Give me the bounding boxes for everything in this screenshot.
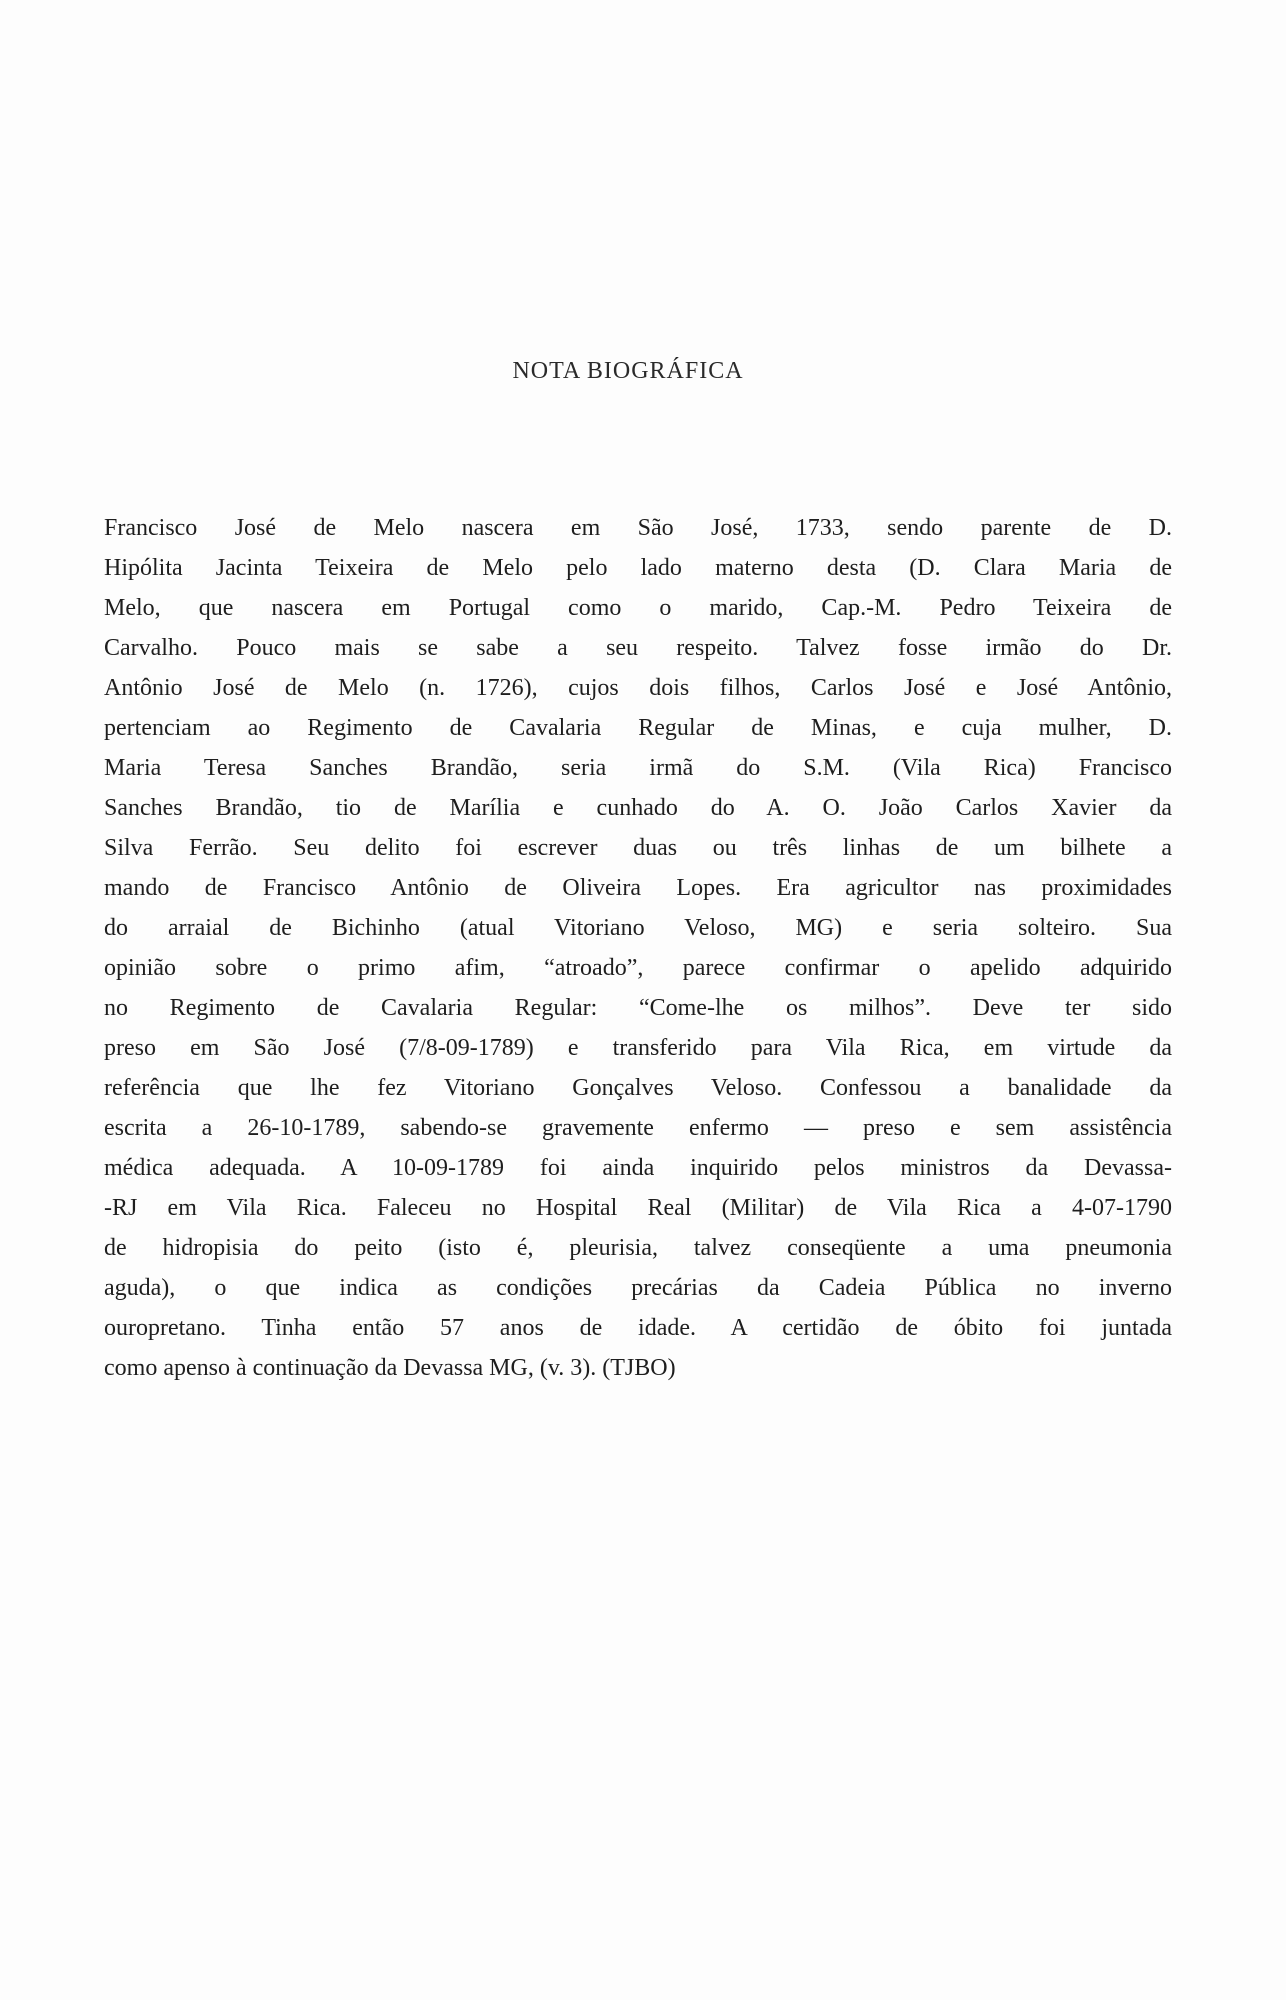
- paragraph-line: como apenso à continuação da Devassa MG, (v. 3). (TJBO): [104, 1355, 676, 1381]
- paragraph-line: escrita a 26-10-1789, sabendo-se gravemente enfermo — preso e sem assistência: [104, 1115, 1172, 1141]
- paragraph-line: Silva Ferrão. Seu delito foi escrever duas ou três linhas de um bilhete a: [104, 835, 1172, 861]
- paragraph-line: ouropretano. Tinha então 57 anos de idade. A certidão de óbito foi juntada: [104, 1315, 1172, 1341]
- paragraph-line: do arraial de Bichinho (atual Vitoriano Veloso, MG) e seria solteiro. Sua: [104, 915, 1172, 941]
- paragraph-line: mando de Francisco Antônio de Oliveira Lopes. Era agricultor nas proximidades: [104, 875, 1172, 901]
- paragraph-line: referência que lhe fez Vitoriano Gonçalves Veloso. Confessou a banalidade da: [104, 1075, 1172, 1101]
- paragraph-line: Maria Teresa Sanches Brandão, seria irmã do S.M. (Vila Rica) Francisco: [104, 755, 1172, 781]
- paragraph-line: médica adequada. A 10-09-1789 foi ainda inquirido pelos ministros da Devassa-: [104, 1155, 1172, 1181]
- paragraph-line: pertenciam ao Regimento de Cavalaria Regular de Minas, e cuja mulher, D.: [104, 715, 1172, 741]
- paragraph-line: Francisco José de Melo nascera em São José, 1733, sendo parente de D.: [104, 515, 1172, 541]
- paragraph-line: Hipólita Jacinta Teixeira de Melo pelo lado materno desta (D. Clara Maria de: [104, 555, 1172, 581]
- paragraph-line: Sanches Brandão, tio de Marília e cunhado do A. O. João Carlos Xavier da: [104, 795, 1172, 821]
- paragraph-line: opinião sobre o primo afim, “atroado”, parece confirmar o apelido adquirido: [104, 955, 1172, 981]
- page-title: NOTA BIOGRÁFICA: [512, 358, 744, 384]
- paragraph-line: no Regimento de Cavalaria Regular: “Come-lhe os milhos”. Deve ter sido: [104, 995, 1172, 1021]
- paragraph-line: Carvalho. Pouco mais se sabe a seu respeito. Talvez fosse irmão do Dr.: [104, 635, 1172, 661]
- paragraph-line: de hidropisia do peito (isto é, pleurisia, talvez conseqüente a uma pneumonia: [104, 1235, 1172, 1261]
- paragraph-line: Melo, que nascera em Portugal como o marido, Cap.-M. Pedro Teixeira de: [104, 595, 1172, 621]
- paragraph-line: aguda), o que indica as condições precárias da Cadeia Pública no inverno: [104, 1275, 1172, 1301]
- paragraph-line: -RJ em Vila Rica. Faleceu no Hospital Real (Militar) de Vila Rica a 4-07-1790: [104, 1195, 1172, 1221]
- paragraph-line: preso em São José (7/8-09-1789) e transferido para Vila Rica, em virtude da: [104, 1035, 1172, 1061]
- paragraph-line: Antônio José de Melo (n. 1726), cujos dois filhos, Carlos José e José Antônio,: [104, 675, 1172, 701]
- biography-paragraph: [104, 508, 1172, 1388]
